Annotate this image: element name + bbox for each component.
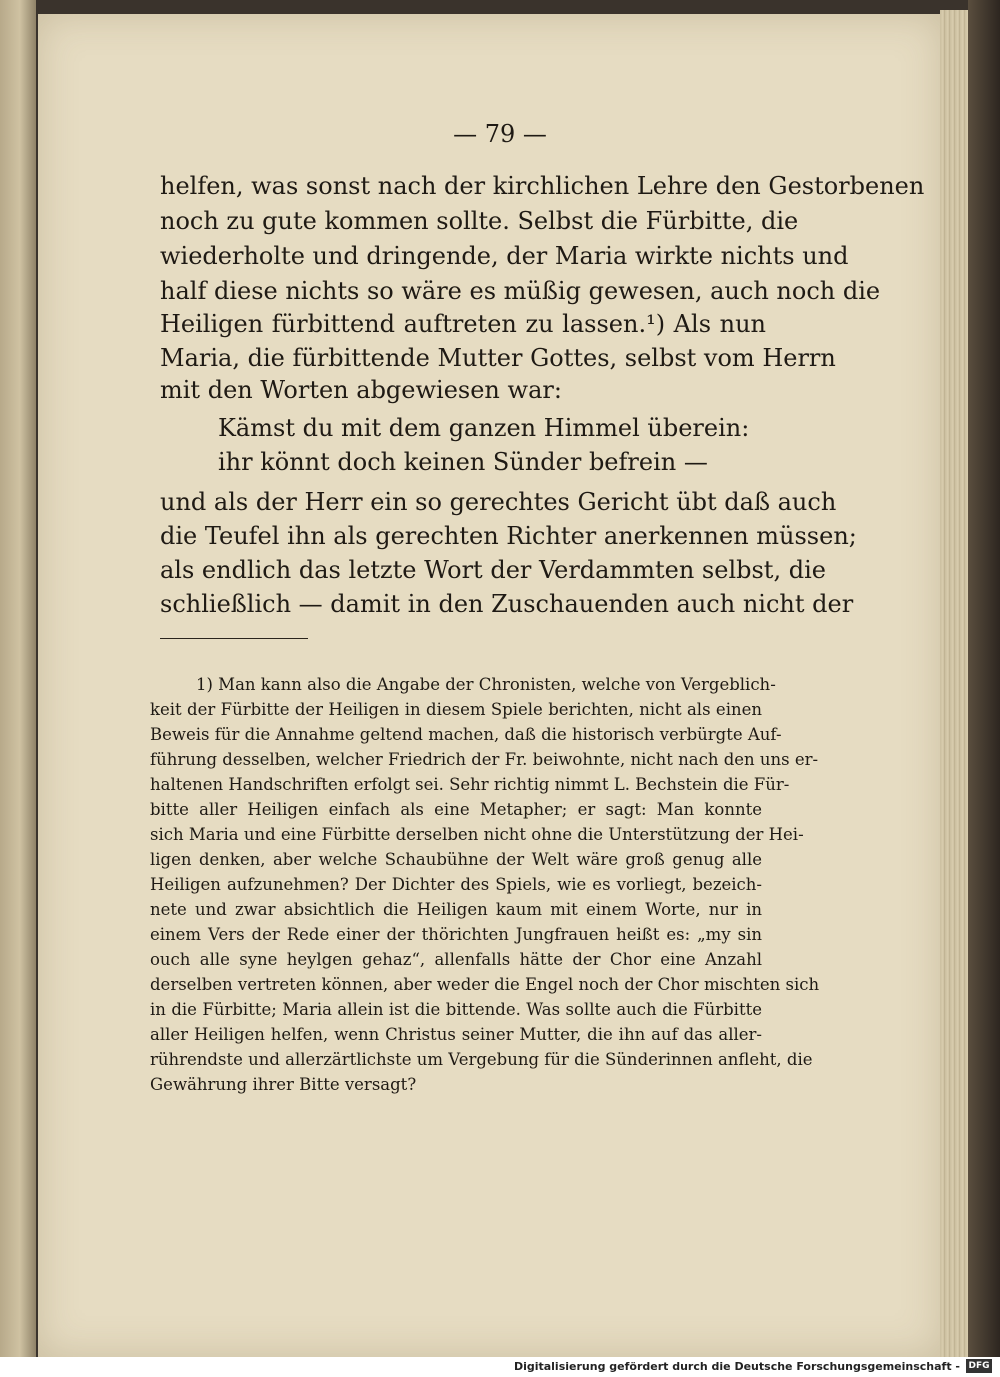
text-line: helfen, was sonst nach der kirchlichen Lehre den Gestorbenen (160, 172, 925, 200)
text-line: die Teufel ihn als gerechten Richter anerkennen müssen; (160, 522, 857, 550)
text-line: half diese nichts so wäre es müßig gewesen, auch noch die (160, 277, 881, 305)
footnote-line: keit der Fürbitte der Heiligen in diesem Spiele berichten, nicht als einen (150, 700, 762, 719)
dfg-logo: DFG (966, 1359, 992, 1373)
footnote-line: bitte aller Heiligen einfach als eine Metapher; er sagt: Man konnte (150, 800, 762, 819)
page-number: — 79 — (453, 120, 547, 148)
footnote-line: nete und zwar absichtlich die Heiligen kaum mit einem Worte, nur in (150, 900, 762, 919)
footnote-line: einem Vers der Rede einer der thörichten Jungfrauen heißt es: „my sin (150, 925, 762, 944)
footnote-line: ligen denken, aber welche Schaubühne der Welt wäre groß genug alle (150, 850, 762, 869)
text-line: Maria, die fürbittende Mutter Gottes, selbst vom Herrn (160, 344, 836, 372)
footnote-line: Gewährung ihrer Bitte versagt? (150, 1075, 417, 1094)
dfg-credit-text: Digitalisierung gefördert durch die Deutsche Forschungsgemeinschaft - (513, 1360, 960, 1373)
footnote-line: Beweis für die Annahme geltend machen, daß die historisch verbürgte Auf- (150, 725, 782, 744)
text-line: Heiligen fürbittend auftreten zu lassen.¹) Als nun (160, 310, 766, 338)
text-line: schließlich — damit in den Zuschauenden auch nicht der (160, 590, 854, 618)
footnote-line: sich Maria und eine Fürbitte derselben nicht ohne die Unterstützung der Hei- (150, 825, 804, 844)
footnote-line: haltenen Handschriften erfolgt sei. Sehr richtig nimmt L. Bechstein die Für- (150, 775, 790, 794)
page-stack-edge (940, 10, 970, 1357)
verse-line: Kämst du mit dem ganzen Himmel überein: (218, 414, 750, 442)
footnote-line: aller Heiligen helfen, wenn Christus seiner Mutter, die ihn auf das aller- (150, 1025, 762, 1044)
footnote-line: führung desselben, welcher Friedrich der Fr. beiwohnte, nicht nach den uns er- (150, 750, 819, 769)
book-cover-edge (968, 0, 1000, 1357)
text-line: wiederholte und dringende, der Maria wirkte nichts und (160, 242, 849, 270)
text-line: mit den Worten abgewiesen war: (160, 376, 562, 404)
footnote-line: 1) Man kann also die Angabe der Chronisten, welche von Vergeblich- (196, 675, 776, 694)
verse-line: ihr könnt doch keinen Sünder befrein — (218, 448, 708, 476)
footnote-line: derselben vertreten können, aber weder die Engel noch der Chor mischten sich (150, 975, 820, 994)
footnote-line: ouch alle syne heylgen gehaz“, allenfalls hätte der Chor eine Anzahl (150, 950, 762, 969)
footnote-separator (160, 638, 308, 639)
previous-page-edge (0, 0, 36, 1357)
footnote-line: in die Fürbitte; Maria allein ist die bittende. Was sollte auch die Fürbitte (150, 1000, 762, 1019)
footnote-line: rührendste und allerzärtlichste um Vergebung für die Sünderinnen anfleht, die (150, 1050, 813, 1069)
text-line: noch zu gute kommen sollte. Selbst die Fürbitte, die (160, 207, 799, 235)
text-line: und als der Herr ein so gerechtes Gericht übt daß auch (160, 488, 837, 516)
footnote-line: Heiligen aufzunehmen? Der Dichter des Spiels, wie es vorliegt, bezeich- (150, 875, 762, 894)
text-line: als endlich das letzte Wort der Verdammten selbst, die (160, 556, 826, 584)
